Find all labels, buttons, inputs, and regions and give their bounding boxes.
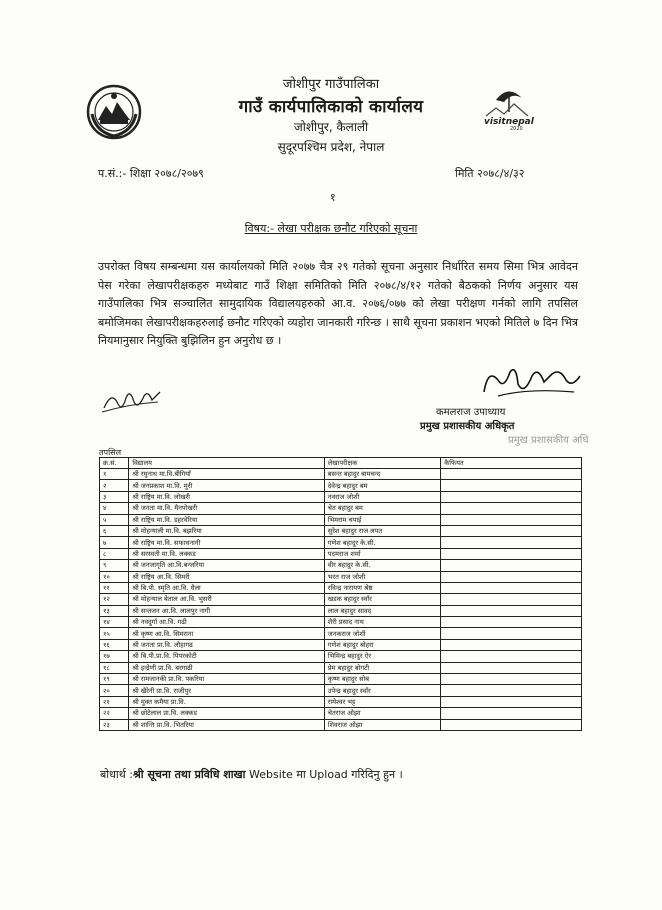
table-cell: देवेन्द्र बहादुर बम bbox=[324, 480, 440, 491]
table-row bbox=[100, 469, 582, 480]
table-cell: ८ bbox=[100, 548, 129, 559]
table-row bbox=[100, 674, 582, 685]
table-cell bbox=[441, 571, 582, 582]
table-cell bbox=[441, 662, 582, 673]
body-paragraph: उपरोक्त विषय सम्बन्धमा यस कार्यालयको मिति २०७७ चैत्र २९ गतेको सूचना अनुसार निर्धारित समय सिमा भित्र आवेदन पेस गरेका लेखापरीक्षकहरु मध्येबाट गाउँ शिक्षा समितिको मिति २०७८/४/१२ गतेको बैठकको निर्णय अनुसार यस गाउँपालिका भित्र सञ्चालित सामुदायिक विद्यालयहरुको आ.व. २०७६/०७७ को लेखा परीक्षण गर्नको लागि तपसिल बमोजिमका लेखापरीक्षकहरुलाई छनौट गरिएको व्यहोरा जानकारी गरिन्छ । साथै सूचना प्रकाशन भएको मितिले ७ दिन भित्र नियमानुसार नियुक्ति बुझिलिन हुन अनुरोध छ । bbox=[98, 260, 578, 348]
table-cell: कृष्ण बहादुर सोब bbox=[324, 674, 440, 685]
table-cell: श्री जनजागृति आ.वि.बन्जरिया bbox=[129, 560, 324, 571]
reference-number: प.सं.:- शिक्षा २०७८/२०७९ bbox=[98, 167, 204, 180]
table-cell bbox=[441, 560, 582, 571]
table-cell: श्री शान्ति प्रा.वि. भितरिया bbox=[129, 719, 324, 730]
table-cell bbox=[441, 617, 582, 628]
table-cell: गणेश बहादुर के.सी. bbox=[324, 537, 440, 548]
table-cell bbox=[441, 696, 582, 707]
table-cell: रामेश्वर भट्ट bbox=[324, 696, 440, 707]
table-row bbox=[100, 503, 582, 514]
table-cell: गणेश बहादुर बोहरा bbox=[324, 639, 440, 650]
table-cell: श्री छोटेलाल प्रा.वि. लक्कड bbox=[129, 708, 324, 719]
table-cell: वीर बहादुर के.सी. bbox=[324, 560, 440, 571]
table-row bbox=[100, 480, 582, 491]
table-cell: सुरेश बहादुर राज लपत bbox=[324, 525, 440, 536]
footnote bbox=[100, 767, 403, 782]
table-cell: श्री रघुनाथ मा.वि.बीगियाँ bbox=[129, 469, 324, 480]
table-row bbox=[100, 639, 582, 650]
table-cell: श्री मुक्त कमैया प्रा.वि. bbox=[129, 696, 324, 707]
table-cell bbox=[441, 651, 582, 662]
table-cell: श्री राष्ट्रिय आ.वि. सिमरी bbox=[129, 571, 324, 582]
table-cell: ५ bbox=[100, 514, 129, 525]
signatory-title-faint: प्रमुख प्रशासकीय अधि bbox=[508, 435, 589, 446]
table-cell: २ bbox=[100, 480, 129, 491]
table-cell: २२ bbox=[100, 708, 129, 719]
table-cell: बसन्त बहादुर बामचन्द bbox=[324, 469, 440, 480]
table-cell: १७ bbox=[100, 651, 129, 662]
table-cell: श्री जनता प्रा.वि. लौहागढ bbox=[129, 639, 324, 650]
table-row bbox=[100, 708, 582, 719]
table-cell: उपेन्द्र बहादुर स्वाँर bbox=[324, 685, 440, 696]
table-row bbox=[100, 651, 582, 662]
table-cell bbox=[441, 503, 582, 514]
table-cell: १५ bbox=[100, 628, 129, 639]
handwritten-signature-right-icon bbox=[478, 362, 586, 402]
table-cell: श्री कृष्ण आ.वि. सिमराना bbox=[129, 628, 324, 639]
table-cell: १२ bbox=[100, 594, 129, 605]
table-cell: जनकराज जोशी bbox=[324, 628, 440, 639]
table-row bbox=[100, 582, 582, 593]
table-cell: श्री इन्द्रेणी प्रा.वि. बरगाढी bbox=[129, 662, 324, 673]
table-cell: १ bbox=[100, 469, 129, 480]
table-row bbox=[100, 537, 582, 548]
table-cell: श्री खैरेनी प्रा.वि. राजीपुर bbox=[129, 685, 324, 696]
table-cell: १३ bbox=[100, 605, 129, 616]
note-instruction: Website मा Upload गरिदिनु हुन । bbox=[245, 768, 403, 781]
column-header: कैफियत bbox=[441, 458, 582, 469]
table-cell: श्री रामजानकी प्रा.वि. पकरिया bbox=[129, 674, 324, 685]
table-cell bbox=[441, 525, 582, 536]
logo-year: 2020 bbox=[510, 126, 523, 130]
column-header: क्र.सं. bbox=[100, 458, 129, 469]
table-cell bbox=[441, 469, 582, 480]
table-cell: प्रेम बहादुर बोगटी bbox=[324, 662, 440, 673]
table-cell bbox=[441, 582, 582, 593]
table-cell bbox=[441, 674, 582, 685]
table-row bbox=[100, 719, 582, 730]
page-mark: १ bbox=[330, 191, 336, 204]
table-cell: नवराज जोशी bbox=[324, 491, 440, 502]
table-cell: ४ bbox=[100, 503, 129, 514]
table-cell: श्री जनप्रकाश मा.वि. मुरी bbox=[129, 480, 324, 491]
table-row bbox=[100, 514, 582, 525]
table-cell: १९ bbox=[100, 674, 129, 685]
table-cell: १६ bbox=[100, 639, 129, 650]
letter-date: मिति २०७८/४/३२ bbox=[455, 167, 525, 180]
note-department: श्री सूचना तथा प्रविधि शाखा bbox=[132, 768, 246, 781]
table-row bbox=[100, 628, 582, 639]
table-cell bbox=[441, 605, 582, 616]
table-cell: भिमराम चपाई bbox=[324, 514, 440, 525]
table-cell: ३ bbox=[100, 491, 129, 502]
table-cell: श्री मोहन्याली मा.वि. बझरिया bbox=[129, 525, 324, 536]
table-row bbox=[100, 594, 582, 605]
municipality-name: जोशीपुर गाउँपालिका bbox=[282, 77, 380, 92]
table-cell bbox=[441, 628, 582, 639]
signatory-title: प्रमुख प्रशासकीय अधिकृत bbox=[420, 421, 515, 432]
table-cell: भरत राज जोशी bbox=[324, 571, 440, 582]
table-cell: ७ bbox=[100, 537, 129, 548]
table-cell: २१ bbox=[100, 696, 129, 707]
table-cell: श्री सन्तजन आ.वि. लालपुर नागी bbox=[129, 605, 324, 616]
table-cell: भिमिन्द्र बहादुर ऐर bbox=[324, 651, 440, 662]
table-cell: श्री नवदुर्गा आ.वि. गढी bbox=[129, 617, 324, 628]
table-cell: खडक बहादुर स्वाँर bbox=[324, 594, 440, 605]
handwritten-signature-left-icon bbox=[100, 382, 166, 416]
office-address: जोशीपुर, कैलाली bbox=[293, 120, 369, 134]
office-name: गाउँ कार्यपालिकाको कार्यालय bbox=[238, 97, 424, 117]
signatory-name: कमलराज उपाध्याय bbox=[436, 407, 506, 418]
table-cell: ६ bbox=[100, 525, 129, 536]
table-cell bbox=[441, 537, 582, 548]
table-cell: १४ bbox=[100, 617, 129, 628]
auditor-allocation-table bbox=[99, 457, 582, 731]
table-row bbox=[100, 560, 582, 571]
table-cell bbox=[441, 639, 582, 650]
visit-nepal-logo-icon bbox=[478, 82, 536, 130]
table-cell: रविन्द्र नारायण श्रेष्ठ bbox=[324, 582, 440, 593]
table-cell: श्री राष्ट्रिय मा.वि. डहरवेरिया bbox=[129, 514, 324, 525]
table-row bbox=[100, 571, 582, 582]
table-header-row bbox=[100, 458, 582, 469]
province-country: सुदूरपश्चिम प्रदेश, नेपाल bbox=[277, 140, 385, 154]
table-cell: ९ bbox=[100, 560, 129, 571]
table-cell bbox=[441, 594, 582, 605]
table-cell: २० bbox=[100, 685, 129, 696]
table-cell: १० bbox=[100, 571, 129, 582]
table-row bbox=[100, 617, 582, 628]
table-cell: ११ bbox=[100, 582, 129, 593]
subject-text: विषय:- लेखा परीक्षक छनौट गरिएको सूचना bbox=[244, 222, 418, 235]
table-row bbox=[100, 696, 582, 707]
table-cell: लाल बहादुर सावद bbox=[324, 605, 440, 616]
table-cell: श्री जनता मा.वि. मैनपोखरी bbox=[129, 503, 324, 514]
table-cell: श्री बि.पी.प्रा.वि. पिपरकोटी bbox=[129, 651, 324, 662]
table-cell: श्री राष्ट्रिय मा.वि. सफाथनागी bbox=[129, 537, 324, 548]
table-cell: चेत बहादुर बम bbox=[324, 503, 440, 514]
table-cell: २३ bbox=[100, 719, 129, 730]
table-caption: तपसिल bbox=[99, 448, 122, 457]
table-cell: पदमराज शर्मा bbox=[324, 548, 440, 559]
table-row bbox=[100, 662, 582, 673]
subject-line bbox=[0, 221, 662, 236]
table-cell bbox=[441, 491, 582, 502]
note-prefix: बोधार्थ : bbox=[100, 768, 133, 781]
table-cell: शिवराज ओझा bbox=[324, 719, 440, 730]
table-row bbox=[100, 548, 582, 559]
table-cell: शैरी प्रसाद नाथ bbox=[324, 617, 440, 628]
column-header: विद्यालय bbox=[129, 458, 324, 469]
table-cell: श्री मोहन्याल बेताल आ.वि. भुसरी bbox=[129, 594, 324, 605]
table-cell bbox=[441, 514, 582, 525]
table-row bbox=[100, 525, 582, 536]
table-cell bbox=[441, 719, 582, 730]
table-cell: श्री बि.पी. स्मृति आ.वि. धैला bbox=[129, 582, 324, 593]
table-cell bbox=[441, 685, 582, 696]
table-cell bbox=[441, 708, 582, 719]
table-cell: १८ bbox=[100, 662, 129, 673]
table-cell bbox=[441, 480, 582, 491]
table-row bbox=[100, 685, 582, 696]
table-cell bbox=[441, 548, 582, 559]
table-cell: श्री सरस्वती मा.वि. लक्कड bbox=[129, 548, 324, 559]
table-row bbox=[100, 605, 582, 616]
table-cell: श्री राष्ट्रिय मा.वि. लोखरी bbox=[129, 491, 324, 502]
table-row bbox=[100, 491, 582, 502]
logo-text: visitnepal bbox=[484, 117, 534, 127]
column-header: लेखापरीक्षक bbox=[324, 458, 440, 469]
table-cell: चेतराज ओझा bbox=[324, 708, 440, 719]
